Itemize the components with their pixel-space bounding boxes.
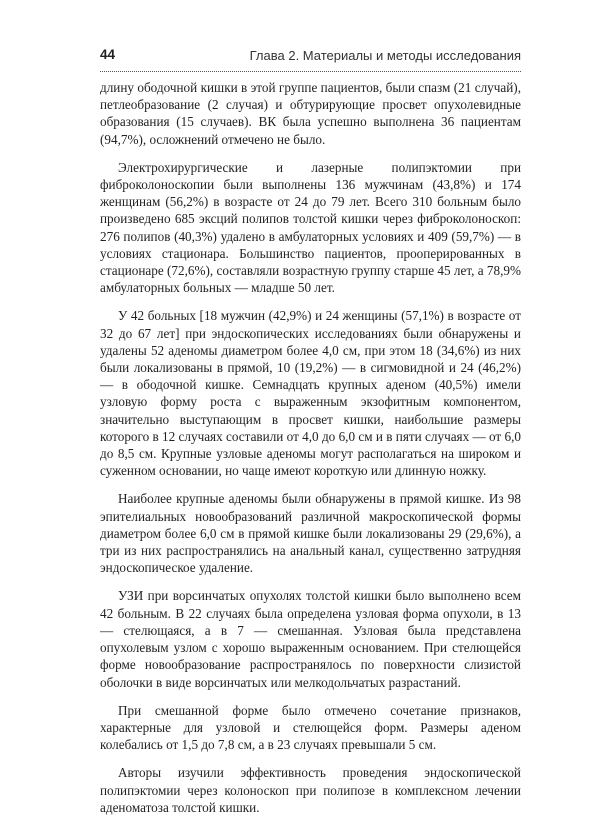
paragraph: УЗИ при ворсинчатых опухолях толстой кишки было выполнено всем 42 больным. В 22 случаях была определена узловая форма опухоли, в 13 — стелющаяся, а в 7 — смешанная. Узловая была представлена опухолевым узлом с хорошо выраженным основанием. При стелющейся форме новообразование распространялось по поверхности слизистой оболочки в виде ворсинчатых или мелкодольчатых разрастаний. — [100, 588, 521, 690]
paragraph: Авторы изучили эффективность проведения эндоскопической полипэктомии через колоноскоп при полипозе в комплексном лечении аденоматоза толстой кишки. — [100, 765, 521, 815]
paragraph: Электрохирургические и лазерные полипэктомии при фиброколоноскопии были выполнены 136 мужчинам (43,8%) и 174 женщинам (56,2%) в возрасте от 24 до 79 лет. Всего 310 больным было произведено 685 эксций полипов толстой кишки через фиброколоноскоп: 276 полипов (40,3%) удалено в амбулаторных условиях и 409 (59,7%) — в условиях стационара. Большинство пациентов, прооперированных в стационаре (72,6%), составляли возрастную группу старше 45 лет, а 78,9% амбулаторных больных — младше 50 лет. — [100, 159, 521, 296]
page-number: 44 — [100, 47, 116, 62]
chapter-title: Глава 2. Материалы и методы исследования — [249, 48, 521, 63]
paragraph: Наиболее крупные аденомы были обнаружены в прямой кишке. Из 98 эпителиальных новообразований различной макроскопической формы диаметром более 6,0 см в прямой кишке были локализованы 29 (29,6%), а три из них распространялись на анальный канал, существенно затрудняя эндоскопическое удаление. — [100, 491, 521, 576]
paragraph: У 42 больных [18 мужчин (42,9%) и 24 женщины (57,1%) в возрасте от 32 до 67 лет] при эндоскопических исследованиях были обнаружены и удалены 52 аденомы диаметром более 4,0 см, при этом 18 (34,6%) из них были локализованы в прямой, 10 (19,2%) — в сигмовидной и 24 (46,2%) — в ободочной кишке. Семнадцать крупных аденом (40,5%) имели узловую форму роста с выраженным экзофитным компонентом, значительно выступающим в просвет кишки, наибольшие размеры которого в 12 случаях составили от 4,0 до 6,0 см и в пяти случаях — от 6,0 до 8,5 см. Крупные узловые аденомы могут располагаться на широком и суженном основании, но чаще имеют короткую или длинную ножку. — [100, 308, 521, 479]
body-text — [100, 79, 521, 827]
paragraph-continuation: длину ободочной кишки в этой группе пациентов, были спазм (21 случай), петлеобразование (2 случая) и обтурирующие просвет опухолевидные образования (15 случаев). ВК была успешно выполнена 36 пациентам (94,7%), осложнений отмечено не было. — [100, 80, 521, 147]
paragraph: При смешанной форме было отмечено сочетание признаков, характерные для узловой и стелющейся форм. Размеры аденом колебались от 1,5 до 7,8 см, а в 23 случаях превышали 5 см. — [100, 702, 521, 753]
running-header — [100, 47, 521, 72]
